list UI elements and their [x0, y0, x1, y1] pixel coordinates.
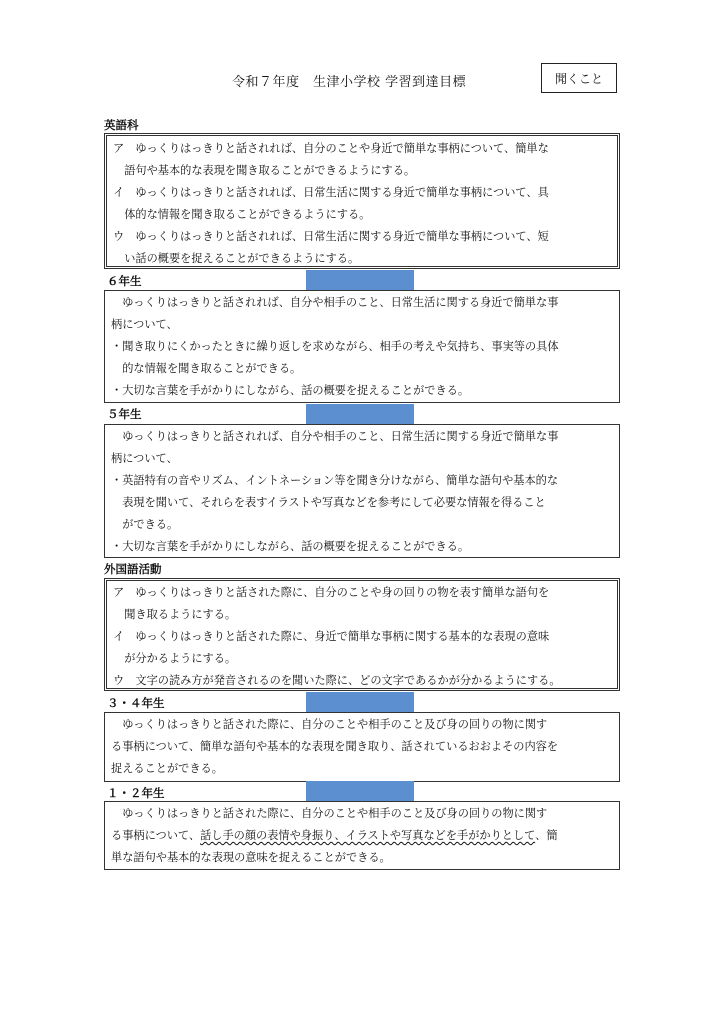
grade-label-1-2: １・２年生 [107, 786, 165, 800]
text-line: 体的な情報を聞き取ることができるようにする。 [113, 208, 371, 221]
text-line: ゆっくりはっきりと話された際に、自分のことや相手のこと及び身の回りの物に関す [111, 718, 548, 731]
text-line: 柄について、 [111, 452, 178, 465]
grade-label-6: ６年生 [107, 274, 142, 288]
section-label-english: 英語科 [104, 118, 139, 132]
text-line: ができる。 [111, 518, 179, 531]
grade-bar [306, 781, 414, 801]
grade-bar [306, 404, 414, 424]
text-line: ゆっくりはっきりと話されれば、自分や相手のこと、日常生活に関する身近で簡単な事 [111, 296, 559, 309]
text-line: 聞き取るようにする。 [113, 608, 237, 621]
grade12-goals-box [104, 801, 620, 870]
text-line: ・聞き取りにくかったときに繰り返しを求めながら、相手の考えや気持ち、事実等の具体 [111, 340, 559, 353]
text-line: 語句や基本的な表現を聞き取ることができるようにする。 [113, 164, 416, 177]
grade-label-5: ５年生 [107, 407, 142, 421]
text-line: ゆっくりはっきりと話されれば、自分や相手のこと、日常生活に関する身近で簡単な事 [111, 430, 559, 443]
text-line: 表現を聞いて、それらを表すイラストや写真などを参考にして必要な情報を得ること [111, 496, 546, 509]
text-line: イ ゆっくりはっきりと話された際に、身近で簡単な事柄に関する基本的な表現の意味 [113, 630, 550, 643]
grade-bar [306, 270, 414, 290]
grade-label-3-4: ３・４年生 [107, 696, 165, 710]
text-line: 的な情報を聞き取ることができる。 [111, 362, 302, 375]
english-goals-box [104, 133, 620, 269]
skill-tag-box: 聞くこと [541, 63, 617, 93]
text-line: る事柄について、簡単な語句や基本的な表現を聞き取り、話されているおおよその内容を [111, 740, 559, 753]
text-line: が分かるようにする。 [113, 652, 237, 665]
section-label-foreign: 外国語活動 [104, 562, 162, 576]
text-line: ・大切な言葉を手がかりにしながら、話の概要を捉えることができる。 [111, 540, 470, 553]
grade5-goals-box [104, 424, 620, 558]
text-line [111, 825, 558, 846]
text-line: ゆっくりはっきりと話された際に、自分のことや相手のこと及び身の回りの物に関す [111, 807, 548, 820]
page-title: 令和７年度 生津小学校 学習到達目標 [232, 75, 467, 90]
text-line: 捉えることができる。 [111, 762, 223, 775]
text-line: ウ 文字の読み方が発音されるのを聞いた際に、どの文字であるかが分かるようにする。 [113, 674, 561, 687]
grade-bar [306, 692, 414, 712]
text-line: 単な語句や基本的な表現の意味を捉えることができる。 [111, 851, 391, 864]
grade34-goals-box [104, 712, 620, 782]
text-line: ウ ゆっくりはっきりと話されれば、日常生活に関する身近で簡単な事柄について、短 [113, 230, 549, 243]
text-line: ア ゆっくりはっきりと話された際に、自分のことや身の回りの物を表す簡単な語句を [113, 586, 550, 599]
underlined-text: 話し手の顔の表情や身振り、イラストや写真などを手がかりとして [200, 829, 536, 842]
text-segment: 、簡 [535, 829, 558, 842]
grade6-goals-box [104, 290, 620, 403]
text-line: イ ゆっくりはっきりと話されれば、日常生活に関する身近で簡単な事柄について、具 [113, 186, 549, 199]
text-line: ア ゆっくりはっきりと話されれば、自分のことや身近で簡単な事柄について、簡単な [113, 142, 549, 155]
text-line: ・大切な言葉を手がかりにしながら、話の概要を捉えることができる。 [111, 384, 470, 397]
text-line: 柄について、 [111, 318, 178, 331]
text-line: ・英語特有の音やリズム、イントネーション等を聞き分けながら、簡単な語句や基本的な [111, 474, 559, 487]
text-line: い話の概要を捉えることができるようにする。 [113, 252, 360, 265]
text-segment: る事柄について、 [111, 829, 201, 842]
foreign-goals-box [104, 578, 620, 691]
